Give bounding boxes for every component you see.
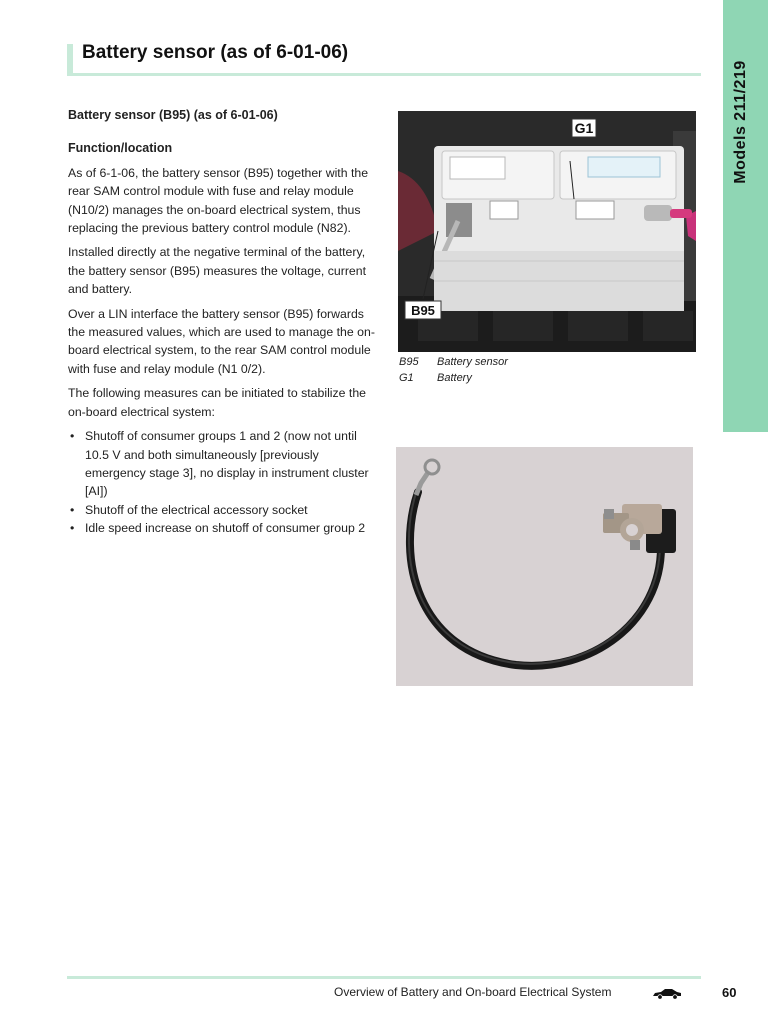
list-item: • Shutoff of the electrical accessory socket — [68, 501, 376, 519]
callout-g1: G1 — [574, 120, 594, 136]
legend-row — [399, 370, 508, 386]
callout-b95: B95 — [411, 303, 435, 318]
legend-text: Battery sensor — [437, 356, 508, 368]
paragraph: Over a LIN interface the battery sensor (B95) forwards the measured values, which are used to manage the on-board electrical system, to the rear SAM control module with fuse and relay module (N1 0/2). — [68, 306, 375, 376]
car-icon — [652, 986, 682, 1000]
battery-sensor-photo — [396, 447, 693, 686]
page-number: 60 — [722, 985, 737, 1000]
figure-legend — [399, 354, 508, 386]
legend-code: G1 — [399, 372, 414, 384]
measures-list — [68, 427, 376, 537]
list-item: • Shutoff of consumer groups 1 and 2 (now not until 10.5 V and both simultaneously [previously emergency stage 3], no display in instrument cluster [AI]) — [68, 427, 376, 501]
battery-photo — [398, 111, 696, 352]
legend-text: Battery — [437, 372, 472, 384]
legend-code: B95 — [399, 356, 419, 368]
section-heading: Battery sensor (B95) (as of 6-01-06) — [68, 108, 278, 122]
body-text-column — [68, 106, 376, 538]
footer-title: Overview of Battery and On-board Electrical System — [334, 985, 612, 999]
paragraph: As of 6-1-06, the battery sensor (B95) together with the rear SAM control module with fuse and relay module (N10/2) manages the on-board electrical system, thus replacing the previous battery control module (N82). — [68, 165, 369, 236]
paragraph: Installed directly at the negative terminal of the battery, the battery sensor (B95) measures the voltage, current and battery. — [68, 245, 367, 297]
paragraph: The following measures can be initiated to stabilize the on-board electrical system: — [68, 386, 367, 419]
title-underline — [67, 73, 701, 76]
title-accent-bar — [67, 44, 73, 76]
legend-row — [399, 354, 508, 370]
side-tab-label: Models 211/219 — [732, 60, 749, 184]
section-subheading: Function/location — [68, 141, 173, 156]
footer-rule — [67, 976, 701, 979]
list-item: • Idle speed increase on shutoff of consumer group 2 — [68, 519, 376, 537]
page-title: Battery sensor (as of 6-01-06) — [82, 42, 349, 63]
